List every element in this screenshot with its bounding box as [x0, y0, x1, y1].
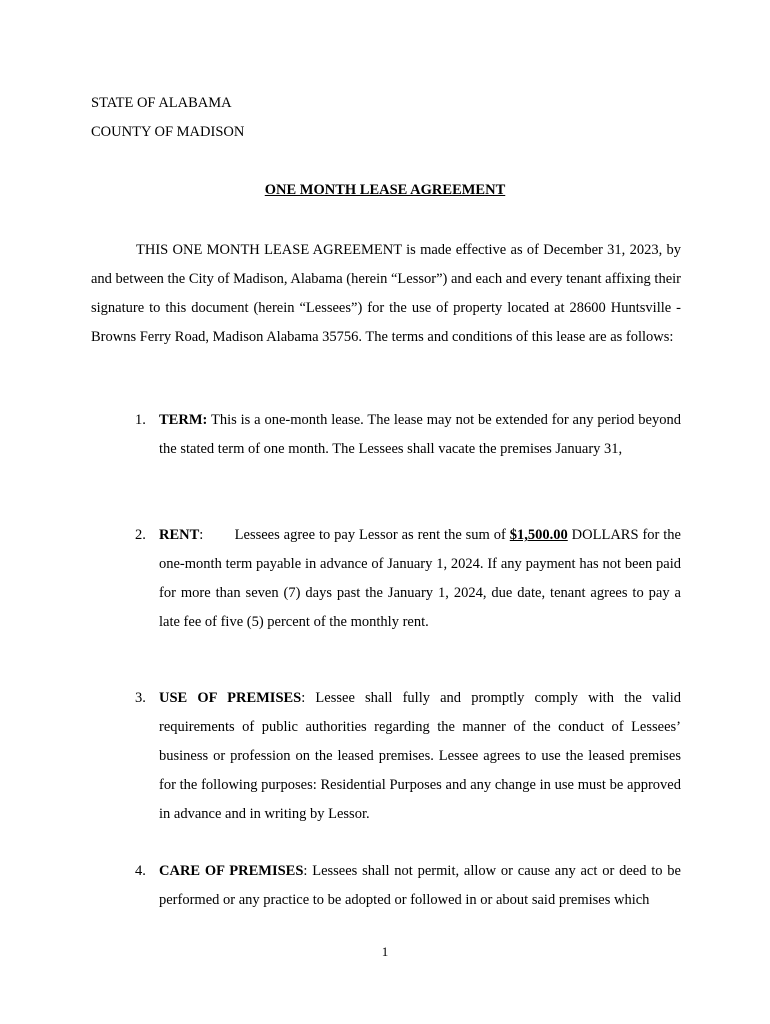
- intro-paragraph: THIS ONE MONTH LEASE AGREEMENT is made effective as of December 31, 2023, by and between the City of Madison, Alabama (herein “Lessor”) and each and every tenant affixing their signature to this document (herein “Lessees”) for the use of property located at 28600 Huntsville -Browns Ferry Road, Madison Alabama 35756. The terms and conditions of this lease are as follows:: [91, 242, 681, 345]
- care-of-premises-text: : Lessees shall not permit, allow or cause any act or deed to be performed or any practice to be adopted or followed in or about said premises which: [159, 863, 681, 908]
- list-item-number: 1.: [135, 412, 146, 428]
- list-item-number: 3.: [135, 690, 146, 706]
- care-of-premises-label: CARE OF PREMISES: [159, 863, 304, 879]
- list-item-rent: [91, 521, 681, 637]
- state-heading: STATE OF ALABAMA: [91, 95, 232, 111]
- list-item-body: [159, 857, 681, 915]
- rent-label: RENT: [159, 527, 200, 543]
- list-item-term: [91, 406, 681, 464]
- list-item-body: [159, 684, 681, 829]
- list-item-care-of-premises: [91, 857, 681, 915]
- rent-amount: $1,500.00: [509, 527, 568, 543]
- rent-text-after: DOLLARS for the one-month term payable in advance of January 1, 2024. If any payment has not been paid for more than seven (7) days past the January 1, 2024, due date, tenant agrees to pay a late fee of five (5) percent of the monthly rent.: [159, 527, 681, 630]
- term-label: TERM:: [159, 412, 208, 428]
- rent-text-before: : Lessees agree to pay Lessor as rent the sum of: [199, 527, 510, 543]
- list-item-body: [159, 521, 681, 637]
- use-of-premises-text: : Lessee shall fully and promptly comply with the valid requirements of public authorities regarding the manner of the conduct of Lessees’ business or profession on the leased premises. Lessee agrees to use the leased premises for the following purposes: Residential Purposes and any change in use must be approved in advance and in writing by Lessor.: [159, 690, 681, 822]
- document-title: ONE MONTH LEASE AGREEMENT: [264, 182, 506, 198]
- list-item-use-of-premises: [91, 684, 681, 829]
- list-item-body: [159, 406, 681, 464]
- use-of-premises-label: USE OF PREMISES: [159, 690, 302, 706]
- list-item-number: 4.: [135, 863, 146, 879]
- county-heading: COUNTY OF MADISON: [91, 124, 245, 140]
- term-text: This is a one-month lease. The lease may not be extended for any period beyond the stated term of one month. The Lessees shall vacate the premises January 31,: [159, 412, 681, 457]
- page-number: 1: [381, 944, 389, 959]
- list-item-number: 2.: [135, 527, 146, 543]
